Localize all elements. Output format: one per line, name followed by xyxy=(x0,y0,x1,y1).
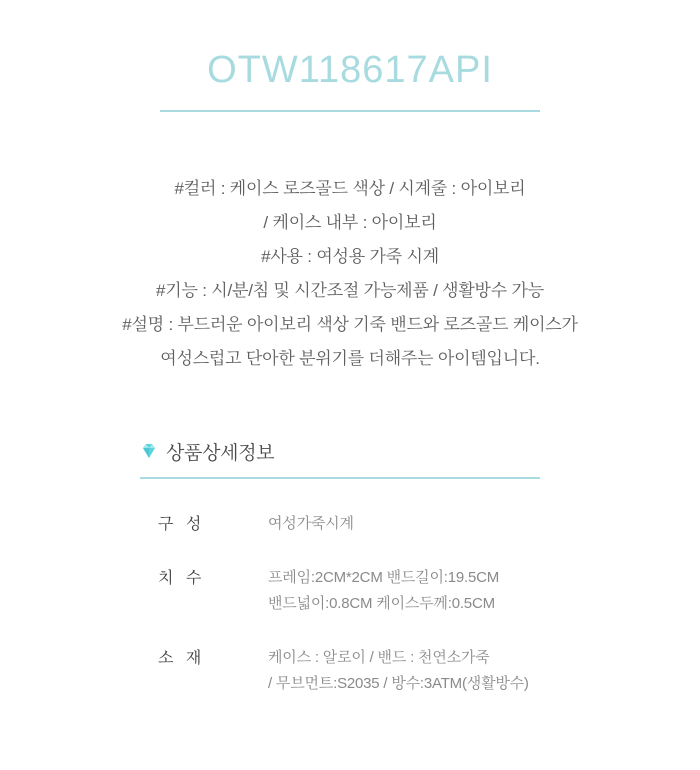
spec-value xyxy=(268,555,560,635)
description-line: / 케이스 내부 : 아이보리 xyxy=(263,212,437,232)
description-block xyxy=(0,172,700,376)
gem-icon xyxy=(140,442,158,460)
description-line: #설명 : 부드러운 아이보리 색상 기죽 밴드와 로즈골드 케이스가 xyxy=(122,314,578,334)
detail-info-header xyxy=(140,438,560,465)
table-row xyxy=(140,501,560,555)
spec-label: 구 성 xyxy=(158,515,206,533)
description-line: 여성스럽고 단아한 분위기를 더해주는 아이템입니다. xyxy=(160,348,540,368)
page-title: OTW118617API xyxy=(207,49,493,91)
table-row xyxy=(140,635,560,715)
spec-label: 치 수 xyxy=(158,569,206,587)
spec-label: 소 재 xyxy=(158,649,206,667)
table-row xyxy=(140,555,560,635)
spec-value-line: 케이스 : 알로이 / 밴드 : 천연소가죽 xyxy=(268,648,490,666)
detail-info-section xyxy=(140,438,560,715)
description-line: #사용 : 여성용 가죽 시계 xyxy=(261,246,439,266)
spec-value-line: / 무브먼트:S2035 / 방수:3ATM(생활방수) xyxy=(268,674,529,692)
title-divider xyxy=(160,110,540,112)
spec-table xyxy=(140,501,560,715)
spec-value-line: 밴드넓이:0.8CM 케이스두께:0.5CM xyxy=(268,594,495,612)
detail-divider xyxy=(140,477,540,479)
spec-value xyxy=(268,501,560,555)
detail-info-title: 상품상세정보 xyxy=(166,442,275,464)
description-line: #기능 : 시/분/침 및 시간조절 가능제품 / 생활방수 가능 xyxy=(156,280,544,300)
spec-value-line: 여성가죽시계 xyxy=(268,514,354,532)
description-line: #컬러 : 케이스 로즈골드 색상 / 시계줄 : 아이보리 xyxy=(174,178,526,198)
spec-value xyxy=(268,635,560,715)
title-block xyxy=(0,0,700,112)
spec-value-line: 프레임:2CM*2CM 밴드길이:19.5CM xyxy=(268,568,500,586)
